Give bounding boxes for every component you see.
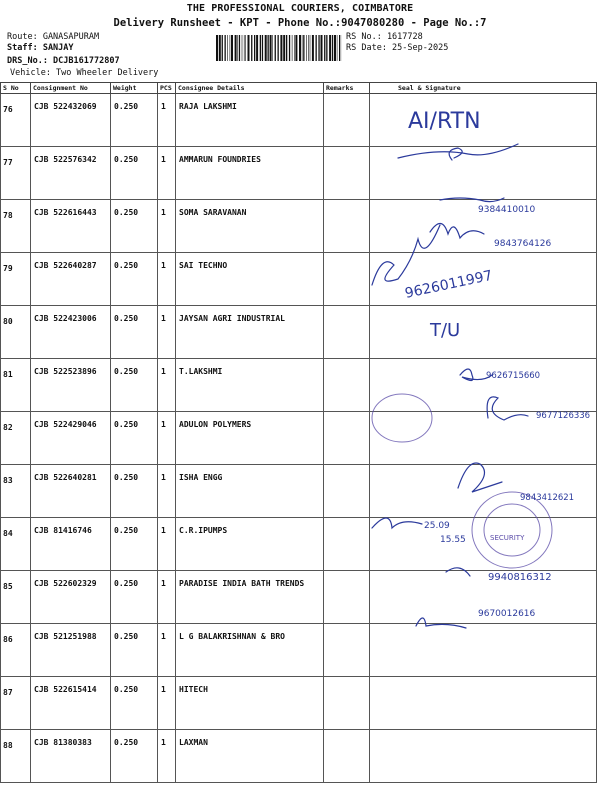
handwritten-phone: 9626011997 (403, 267, 494, 302)
handwritten-phone: 9626715660 (486, 371, 541, 381)
row-seal-signature (370, 465, 597, 518)
row-consignment-no: CJB 521251988 (31, 624, 111, 677)
row-sno: 76 (1, 94, 31, 147)
table-row (1, 677, 597, 730)
company-title: THE PROFESSIONAL COURIERS, COIMBATORE (186, 3, 414, 14)
barcode-bar (303, 35, 304, 61)
barcode-bar (222, 35, 223, 61)
barcode-bar (295, 35, 297, 61)
row-consignee: C.R.IPUMPS (176, 518, 324, 571)
route-label: Route: GANASAPURAM (7, 32, 100, 42)
row-sno: 78 (1, 200, 31, 253)
handwritten-date: 25.09 (424, 521, 450, 531)
row-weight: 0.250 (111, 412, 158, 465)
rs-number: RS No.: 1617728 (346, 32, 423, 42)
table-row (1, 200, 597, 253)
row-pcs: 1 (158, 518, 176, 571)
row-seal-signature (370, 253, 597, 306)
barcode-bar (334, 35, 336, 61)
row-weight: 0.250 (111, 624, 158, 677)
row-weight: 0.250 (111, 730, 158, 783)
row-weight: 0.250 (111, 94, 158, 147)
handwritten-phone: 9843412621 (520, 493, 575, 503)
table-row (1, 624, 597, 677)
barcode-bar (272, 35, 273, 61)
row-consignment-no: CJB 81416746 (31, 518, 111, 571)
table-row (1, 465, 597, 518)
barcode-bar (237, 35, 238, 61)
table-row (1, 518, 597, 571)
row-weight: 0.250 (111, 200, 158, 253)
handwritten-phone: 9843764126 (494, 239, 552, 249)
row-seal-signature (370, 677, 597, 730)
row-consignee: LAXMAN (176, 730, 324, 783)
barcode-bar (227, 35, 228, 61)
row-seal-signature (370, 200, 597, 253)
row-remarks (324, 306, 370, 359)
row-sno: 86 (1, 624, 31, 677)
drs-number: DRS_No.: DCJB161772807 (7, 56, 120, 66)
row-remarks (324, 147, 370, 200)
row-remarks (324, 730, 370, 783)
barcode-bar (280, 35, 282, 61)
barcode-bar (239, 35, 240, 61)
row-sno: 77 (1, 147, 31, 200)
barcode-bar (299, 35, 301, 61)
row-consignee: L G BALAKRISHNAN & BRO (176, 624, 324, 677)
barcode-bar (216, 35, 218, 61)
handwritten-phone: 9670012616 (478, 609, 536, 619)
table-row (1, 359, 597, 412)
row-consignee: HITECH (176, 677, 324, 730)
row-seal-signature (370, 730, 597, 783)
barcode-bar (244, 35, 245, 61)
handwritten-time: 15.55 (440, 535, 466, 545)
row-consignee: AMMARUN FOUNDRIES (176, 147, 324, 200)
barcode-bar (292, 35, 293, 61)
row-weight: 0.250 (111, 147, 158, 200)
stamp-text: SECURITY (490, 534, 525, 542)
barcode-bar (316, 35, 317, 61)
barcode-bar (268, 35, 269, 61)
row-consignment-no: CJB 522640281 (31, 465, 111, 518)
barcode-bar (262, 35, 263, 61)
table-row (1, 147, 597, 200)
barcode-bar (283, 35, 285, 61)
col-sno: S No (1, 83, 31, 94)
row-pcs: 1 (158, 624, 176, 677)
row-sno: 85 (1, 571, 31, 624)
col-consignee: Consignee Details (176, 83, 324, 94)
row-pcs: 1 (158, 465, 176, 518)
barcode-bar (289, 35, 290, 61)
barcode-bar (265, 35, 267, 61)
table-row (1, 94, 597, 147)
staff-label: Staff: SANJAY (7, 43, 74, 53)
row-remarks (324, 359, 370, 412)
barcode-bar (337, 35, 338, 61)
barcode-bar (302, 35, 303, 61)
row-consignee: PARADISE INDIA BATH TRENDS (176, 571, 324, 624)
row-sno: 87 (1, 677, 31, 730)
barcode-bar (242, 35, 243, 61)
table-row (1, 412, 597, 465)
row-consignee: RAJA LAKSHMI (176, 94, 324, 147)
barcode-bar (308, 35, 309, 61)
barcode-bar (230, 35, 231, 61)
row-consignment-no: CJB 522615414 (31, 677, 111, 730)
row-weight: 0.250 (111, 518, 158, 571)
row-weight: 0.250 (111, 571, 158, 624)
handwritten-note: T/U (430, 320, 461, 341)
row-weight: 0.250 (111, 306, 158, 359)
barcode-bar (310, 35, 311, 61)
row-pcs: 1 (158, 412, 176, 465)
row-sno: 79 (1, 253, 31, 306)
row-remarks (324, 624, 370, 677)
handwritten-note: AI/RTN (408, 109, 481, 134)
row-remarks (324, 200, 370, 253)
row-weight: 0.250 (111, 359, 158, 412)
row-consignee: T.LAKSHMI (176, 359, 324, 412)
row-pcs: 1 (158, 677, 176, 730)
barcode-bar (275, 35, 276, 61)
handwritten-phone: 9384410010 (478, 205, 536, 215)
barcode-bar (225, 35, 226, 61)
col-pcs: PCS (158, 83, 176, 94)
row-remarks (324, 412, 370, 465)
row-consignment-no: CJB 522576342 (31, 147, 111, 200)
row-remarks (324, 253, 370, 306)
barcode-bar (245, 35, 246, 61)
barcode-bar (329, 35, 331, 61)
row-consignee: ADULON POLYMERS (176, 412, 324, 465)
row-seal-signature (370, 306, 597, 359)
row-sno: 84 (1, 518, 31, 571)
row-consignment-no: CJB 522616443 (31, 200, 111, 253)
rs-date: RS Date: 25-Sep-2025 (346, 43, 449, 53)
row-pcs: 1 (158, 94, 176, 147)
row-weight: 0.250 (111, 465, 158, 518)
vehicle-label: Vehicle: Two Wheeler Delivery (10, 68, 159, 78)
row-pcs: 1 (158, 730, 176, 783)
barcode-bar (256, 35, 258, 61)
row-pcs: 1 (158, 200, 176, 253)
row-remarks (324, 677, 370, 730)
row-seal-signature (370, 624, 597, 677)
handwritten-phone: 9940816312 (488, 572, 552, 583)
barcode-bar (286, 35, 287, 61)
barcode-bar (251, 35, 252, 61)
row-consignment-no: CJB 81380383 (31, 730, 111, 783)
row-sno: 88 (1, 730, 31, 783)
col-seal: Seal & Signature (370, 83, 597, 94)
col-consignment: Consignment No (31, 83, 111, 94)
barcode-bar (260, 35, 261, 61)
row-consignment-no: CJB 522602329 (31, 571, 111, 624)
barcode-bar (326, 35, 327, 61)
row-consignee: JAYSAN AGRI INDUSTRIAL (176, 306, 324, 359)
barcode-bar (312, 35, 314, 61)
barcode-bar (339, 35, 340, 61)
row-consignee: SAI TECHNO (176, 253, 324, 306)
barcode-bar (306, 35, 307, 61)
table-row (1, 253, 597, 306)
barcode-bar (332, 35, 333, 61)
barcode-icon (216, 35, 342, 61)
row-seal-signature (370, 147, 597, 200)
row-consignment-no: CJB 522523896 (31, 359, 111, 412)
row-pcs: 1 (158, 359, 176, 412)
row-consignment-no: CJB 522429046 (31, 412, 111, 465)
row-pcs: 1 (158, 147, 176, 200)
barcode-bar (254, 35, 255, 61)
table-row (1, 730, 597, 783)
barcode-bar (231, 35, 233, 61)
barcode-bar (270, 35, 272, 61)
handwritten-phone: 9677126336 (536, 411, 591, 421)
row-consignee: ISHA ENGG (176, 465, 324, 518)
row-consignment-no: CJB 522423006 (31, 306, 111, 359)
row-sno: 83 (1, 465, 31, 518)
row-seal-signature (370, 359, 597, 412)
row-pcs: 1 (158, 571, 176, 624)
table-header-row (1, 83, 597, 94)
row-sno: 82 (1, 412, 31, 465)
runsheet-subtitle: Delivery Runsheet - KPT - Phone No.:9047080280 - Page No.:7 (113, 17, 487, 29)
row-sno: 81 (1, 359, 31, 412)
row-weight: 0.250 (111, 677, 158, 730)
barcode-bar (321, 35, 323, 61)
table-row (1, 571, 597, 624)
row-consignee: SOMA SARAVANAN (176, 200, 324, 253)
table-row (1, 306, 597, 359)
row-seal-signature (370, 412, 597, 465)
col-remarks: Remarks (324, 83, 370, 94)
row-seal-signature (370, 571, 597, 624)
row-sno: 80 (1, 306, 31, 359)
barcode-bar (219, 35, 221, 61)
row-remarks (324, 571, 370, 624)
row-pcs: 1 (158, 253, 176, 306)
row-remarks (324, 94, 370, 147)
row-pcs: 1 (158, 306, 176, 359)
row-seal-signature (370, 518, 597, 571)
row-seal-signature (370, 94, 597, 147)
barcode-bar (278, 35, 279, 61)
barcode-bar (324, 35, 325, 61)
row-consignment-no: CJB 522432069 (31, 94, 111, 147)
row-consignment-no: CJB 522640287 (31, 253, 111, 306)
barcode-bar (318, 35, 319, 61)
row-remarks (324, 465, 370, 518)
row-weight: 0.250 (111, 253, 158, 306)
barcode-bar (248, 35, 250, 61)
barcode-bar (235, 35, 237, 61)
barcode-bar (294, 35, 295, 61)
col-weight: Weight (111, 83, 158, 94)
row-remarks (324, 518, 370, 571)
runsheet-table (0, 82, 597, 783)
